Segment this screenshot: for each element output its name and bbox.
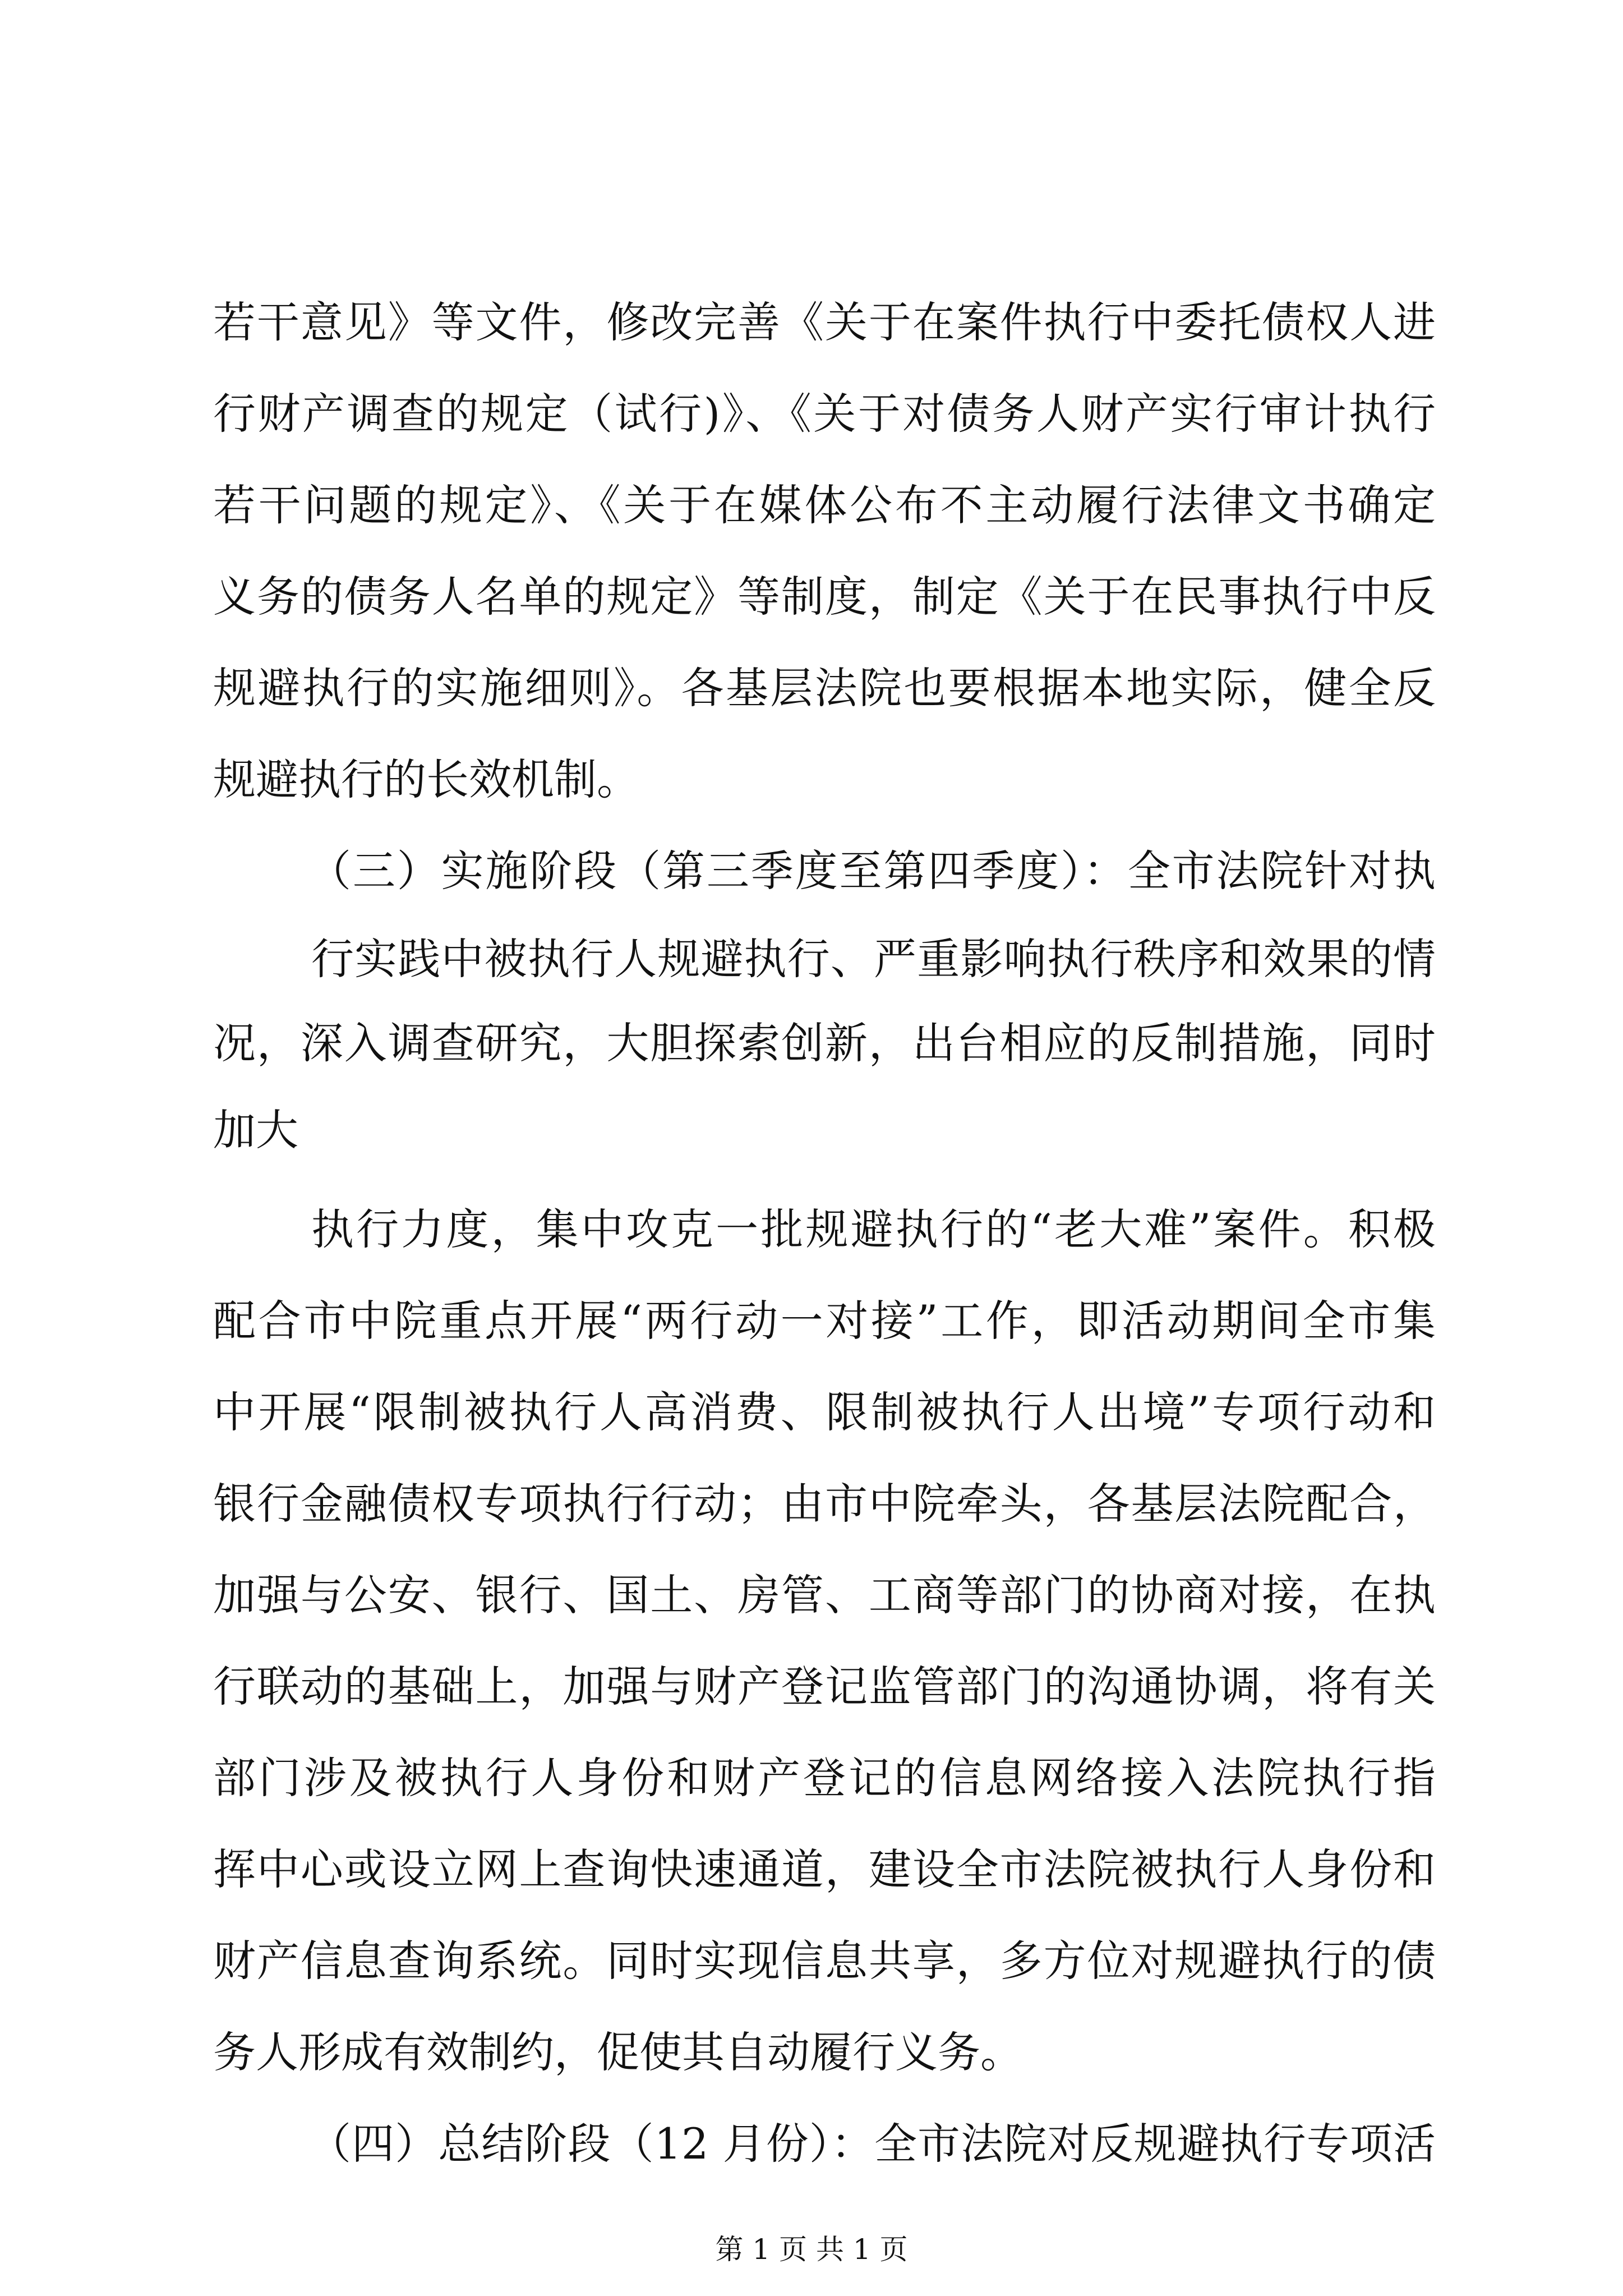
body-text-line: 银行金融债权专项执行行动；由市中院牵头，各基层法院配合，	[213, 1479, 1436, 1529]
body-text-line: 规避执行的实施细则》。各基层法院也要根据本地实际，健全反	[213, 663, 1436, 713]
body-text-line: 挥中心或设立网上查询快速通道，建设全市法院被执行人身份和	[213, 1844, 1436, 1894]
body-text-line: 若干意见》等文件，修改完善《关于在案件执行中委托债权人进	[213, 297, 1436, 347]
body-text-line: 加大	[213, 1105, 298, 1155]
body-text-line: 部门涉及被执行人身份和财产登记的信息网络接入法院执行指	[213, 1753, 1436, 1803]
section-heading-line: （四）总结阶段（12 月份）：全市法院对反规避执行专项活	[308, 2119, 1436, 2169]
body-text-line: 行联动的基础上，加强与财产登记监管部门的沟通协调，将有关	[213, 1662, 1436, 1711]
body-text-line: 行财产调查的规定（试行)》、《关于对债务人财产实行审计执行	[213, 389, 1436, 439]
section-heading-line: （三）实施阶段（第三季度至第四季度）：全市法院针对执	[308, 846, 1436, 896]
body-text-line: 行实践中被执行人规避执行、严重影响执行秩序和效果的情	[311, 934, 1436, 984]
body-text-line: 若干问题的规定》、《关于在媒体公布不主动履行法律文书确定	[213, 480, 1436, 530]
body-text-line: 务人形成有效制约，促使其自动履行义务。	[213, 2027, 1023, 2077]
body-text-line: 财产信息查询系统。同时实现信息共享，多方位对规避执行的债	[213, 1936, 1436, 1986]
body-text-line: 配合市中院重点开展“两行动一对接”工作，即活动期间全市集	[213, 1296, 1436, 1346]
body-text-line: 执行力度，集中攻克一批规避执行的“老大难”案件。积极	[311, 1204, 1436, 1254]
body-text-line: 义务的债务人名单的规定》等制度，制定《关于在民事执行中反	[213, 572, 1436, 622]
body-text-line: 规避执行的长效机制。	[213, 754, 639, 804]
body-text-line: 加强与公安、银行、国土、房管、工商等部门的协商对接，在执	[213, 1570, 1436, 1620]
page-number-footer: 第 1 页 共 1 页	[715, 2233, 908, 2266]
body-text-line: 中开展“限制被执行人高消费、限制被执行人出境”专项行动和	[213, 1387, 1436, 1437]
body-text-line: 况，深入调查研究，大胆探索创新，出台相应的反制措施，同时	[213, 1018, 1436, 1068]
